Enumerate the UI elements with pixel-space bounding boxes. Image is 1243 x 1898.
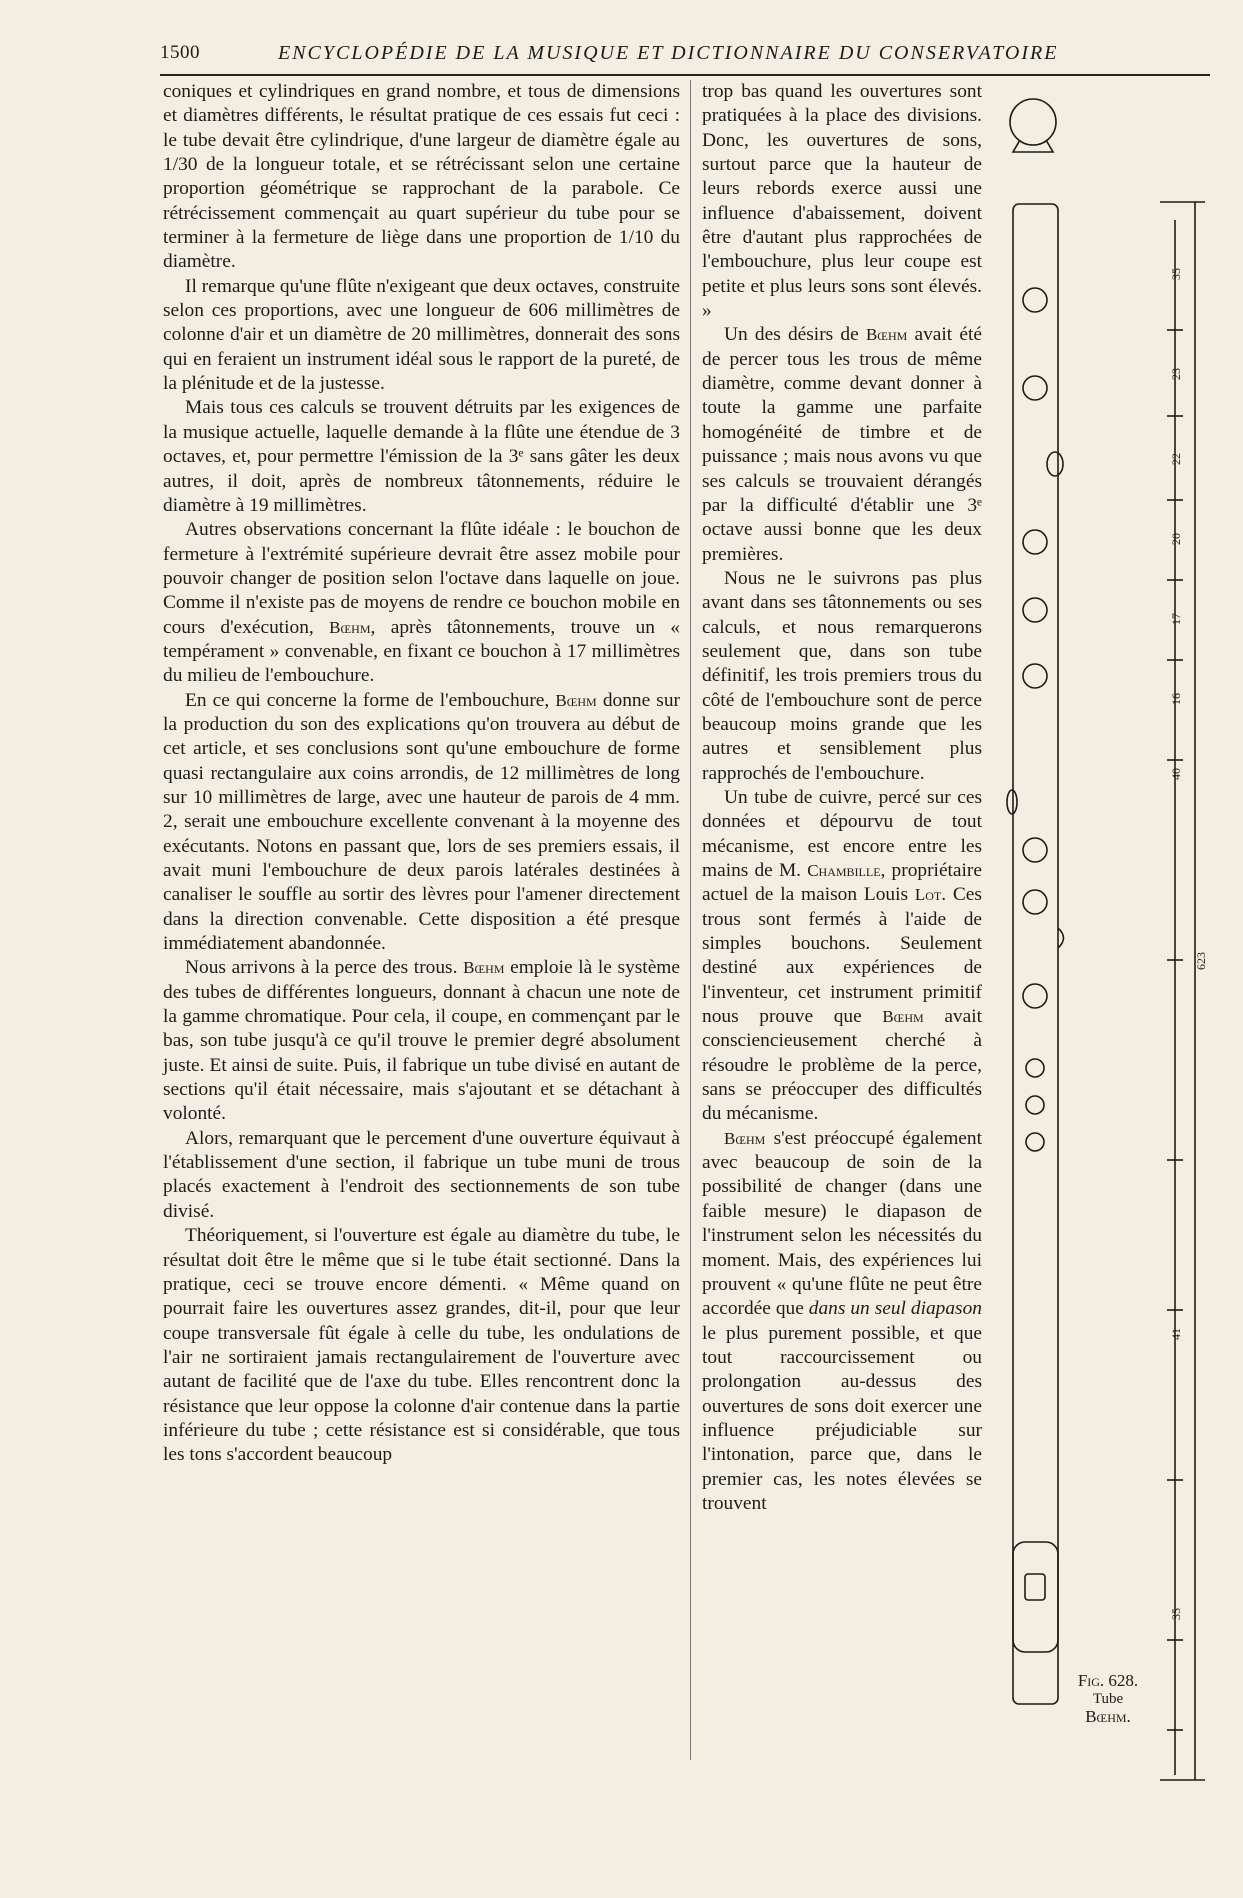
- text-run: Un des désirs de: [724, 324, 859, 346]
- person-name: Bœhm: [329, 617, 371, 637]
- paragraph: [163, 689, 680, 957]
- tone-hole: [1026, 1059, 1044, 1077]
- person-name: Bœhm: [724, 1128, 766, 1148]
- text-column-left: [163, 80, 680, 1468]
- person-name: Lot: [914, 885, 942, 905]
- dimension-label: 623: [1194, 952, 1208, 970]
- paragraph: Il remarque qu'une flûte n'exigeant que deux octaves, construite selon ces proportions, avec une longueur de 606 millimètres de colonne d'air et un diamètre de 20 millimètres, donnerait des sons qui en feraient un instrument idéal sous le rapport de la pureté, de la plénitude et de la justesse.: [163, 275, 680, 395]
- text-run: Un tube de cuivre, percé sur ces données et dépourvu de tout mécanisme, est encore entre les mains de M.: [702, 786, 982, 881]
- text-run: avait consciencieusement cherché à résoudre le problème de la perce, sans se préoccuper des difficultés du mécanisme.: [702, 1006, 983, 1125]
- person-name: Bœhm: [555, 690, 597, 710]
- paragraph: [163, 956, 680, 1126]
- paragraph: coniques et cylindriques en grand nombre, et tous de dimensions et diamètres différents, le résultat pratique de ces essais fut ceci : le tube devait être cylindrique, d'une largeur de diamètre égale au 1/30 de la longueur totale, et se rétrécissant selon une certaine proportion géométrique se rapprochant de la parabole. Ce rétrécissement commençait au quart supérieur du tube pour se terminer à la fermeture de liège dans une proportion de 1/10 du diamètre.: [163, 81, 680, 273]
- text-run: Autres observations concernant la flûte idéale : le bouchon de fermeture à l'extrémité supérieure devrait être assez mobile pour pouvoir changer de position selon l'octave dans laquelle on joue. Comme il n'existe pas de moyens de rendre ce bouchon mobile en cours d'exécution,: [163, 519, 680, 638]
- running-title: ENCYCLOPÉDIE DE LA MUSIQUE ET DICTIONNAIRE DU CONSERVATOIRE: [278, 42, 1059, 64]
- boehm-tube-figure: [995, 80, 1235, 1800]
- paragraph: trop bas quand les ouvertures sont pratiquées à la place des divisions. Donc, les ouvertures de sons, surtout parce que la hauteur de leurs rebords exerce aussi une influence d'abaissement, doivent être d'autant plus rapprochées de l'embouchure, plus leur coupe est petite et plus leurs sons sont élevés. »: [702, 81, 982, 322]
- figure-number: Fig. 628.: [1077, 1671, 1139, 1690]
- paragraph: [163, 518, 680, 688]
- dimension-label: 17: [1169, 613, 1183, 625]
- page-number: 1500: [160, 42, 200, 63]
- dimension-label: 41: [1169, 1328, 1183, 1340]
- text-run: , après tâtonnements, trouve un « tempérament » convenable, en fixant ce bouchon à 17 millimètres du milieu de l'embouchure.: [163, 616, 680, 687]
- header-rule: [160, 74, 1210, 76]
- person-name: Bœhm: [865, 325, 908, 345]
- page-header: [160, 42, 1085, 72]
- paragraph: Théoriquement, si l'ouverture est égale au diamètre du tube, le résultat doit être le même que si le tube était sectionné. Dans la pratique, ceci se trouve encore démenti. « Même quand on pourrait faire les ouvertures assez grandes, dit-il, pour que leur coupe transversale fût égale à celle du tube, les ondulations de l'air ne sortiraient jamais rectangulairement de l'ouverture avec autant de facilité que de l'axe du tube. Elles rencontrent donc la résistance que leur oppose la colonne d'air contenue dans la partie inférieure du tube ; cette résistance est si considérable, que tous les tons s'accordent beaucoup: [163, 1225, 680, 1466]
- paragraph: [702, 1127, 982, 1517]
- tone-hole: [1023, 838, 1047, 862]
- paragraph: [702, 786, 982, 1127]
- figure-caption-line: Tube: [1092, 1691, 1124, 1707]
- tone-hole: [1023, 530, 1047, 554]
- paragraph: [702, 323, 982, 566]
- embouchure-ring: [1047, 452, 1063, 476]
- text-run: le plus purement possible, et que tout raccourcissement ou prolongation au-dessus des ouvertures de sons doit exercer une influence préjudiciable sur l'intonation, parce que, dans le premier cas, les notes élevées se trouvent: [702, 1322, 982, 1514]
- side-ring: [1007, 790, 1017, 814]
- dimension-label: 20: [1169, 533, 1183, 545]
- tube-bump: [1058, 928, 1064, 948]
- paragraph: Mais tous ces calculs se trouvent détruits par les exigences de la musique actuelle, laquelle demande à la flûte une étendue de 3 octaves, et, pour permettre l'émission de la 3ᵉ sans gâter les deux autres, il doit, après de nombreux tâtonnements, réduire le diamètre à 19 millimètres.: [163, 397, 680, 516]
- text-run: s'est préoccupé également avec beaucoup de soin de la possibilité de changer (dans une faible mesure) le diapason de l'instrument selon les nécessités du moment. Mais, des expériences lui prouvent « qu'une flûte ne peut être accordée que: [702, 1127, 982, 1320]
- person-name: Chambille: [807, 861, 881, 880]
- tube-cap-circle: [1010, 99, 1056, 145]
- person-name: Bœhm: [882, 1007, 924, 1027]
- dimension-label: 23: [1169, 368, 1183, 380]
- dimension-label: 16: [1169, 693, 1183, 705]
- figure-caption: [1068, 1672, 1148, 1726]
- tone-hole: [1026, 1133, 1044, 1151]
- text-column-right: [702, 80, 982, 1516]
- tube-body: [1013, 204, 1058, 1704]
- dimension-label: 35: [1169, 1608, 1183, 1620]
- figure-caption-name: Bœhm.: [1085, 1707, 1131, 1726]
- text-run: avait été de percer tous les trous de même diamètre, comme devant donner à toute la gamme une parfaite homogénéité de timbre et de puissance ; mais nous avons vu que ses calculs se trouvaient dérangés par la difficulté d'établir une 3ᵉ octave aussi bonne que les deux premières.: [702, 324, 982, 565]
- italic-phrase: dans un seul diapason: [808, 1298, 982, 1320]
- tone-hole: [1023, 598, 1047, 622]
- text-run: . Ces trous sont fermés à l'aide de simples bouchons. Seulement destiné aux expériences de l'inventeur, cet instrument primitif nous prouve que: [702, 884, 982, 1028]
- dimension-label: 22: [1169, 453, 1183, 465]
- person-name: Bœhm: [463, 958, 505, 978]
- tone-hole: [1023, 376, 1047, 400]
- paragraph: Alors, remarquant que le percement d'une ouverture équivaut à l'établissement d'une section, il fabrique un tube muni de trous placés exactement à l'endroit des sectionnements de son tube divisé.: [163, 1127, 680, 1222]
- text-run: donne sur la production du son des explications qu'on trouvera au début de cet article, et ses conclusions sont qu'une embouchure de forme quasi rectangulaire aux coins arrondis, de 12 millimètres de long sur 10 millimètres de large, avec une hauteur de parois de 4 mm. 2, serait une embouchure excellente convenant à la moyenne des exécutants. Notons en passant que, lors de ses premiers essais, il avait muni l'embouchure de deux parois latérales destinées à canaliser le souffle au sortir des lèvres pour l'amener directement dans la direction convenable. Cette disposition a été presque immédiatement abandonnée.: [163, 689, 680, 955]
- tone-hole: [1026, 1096, 1044, 1114]
- tone-hole: [1023, 288, 1047, 312]
- column-divider: [690, 80, 691, 1760]
- text-run: emploie là le système des tubes de différentes longueurs, donnant à chacun une note de la gamme chromatique. Pour cela, il coupe, en commençant par le bas, son tube jusqu'à ce qu'il trouve le premier degré absolument juste. Et ainsi de suite. Puis, il fabrique un tube divisé en autant de sections qu'il était nécessaire, mais s'ajoutant et se détachant à volonté.: [163, 957, 680, 1125]
- tube-cap-base: [1013, 140, 1053, 152]
- foot-key: [1025, 1574, 1045, 1600]
- paragraph: Nous ne le suivrons pas plus avant dans ses tâtonnements ou ses calculs, et nous remarquerons seulement que, dans son tube définitif, les trois premiers trous du côté de l'embouchure sont de perce beaucoup moins grande que les autres et sensiblement plus rapprochés de l'embouchure.: [702, 567, 982, 784]
- tone-hole: [1023, 984, 1047, 1008]
- tone-hole: [1023, 890, 1047, 914]
- dimension-label: 35: [1169, 268, 1183, 280]
- dimension-label: 40: [1169, 768, 1183, 780]
- tone-hole: [1023, 664, 1047, 688]
- foot-joint: [1013, 1542, 1058, 1652]
- text-run: En ce qui concerne la forme de l'embouchure,: [185, 689, 550, 711]
- text-run: Nous arrivons à la perce des trous.: [185, 957, 458, 979]
- text-run: , propriétaire actuel de la maison Louis: [702, 860, 982, 906]
